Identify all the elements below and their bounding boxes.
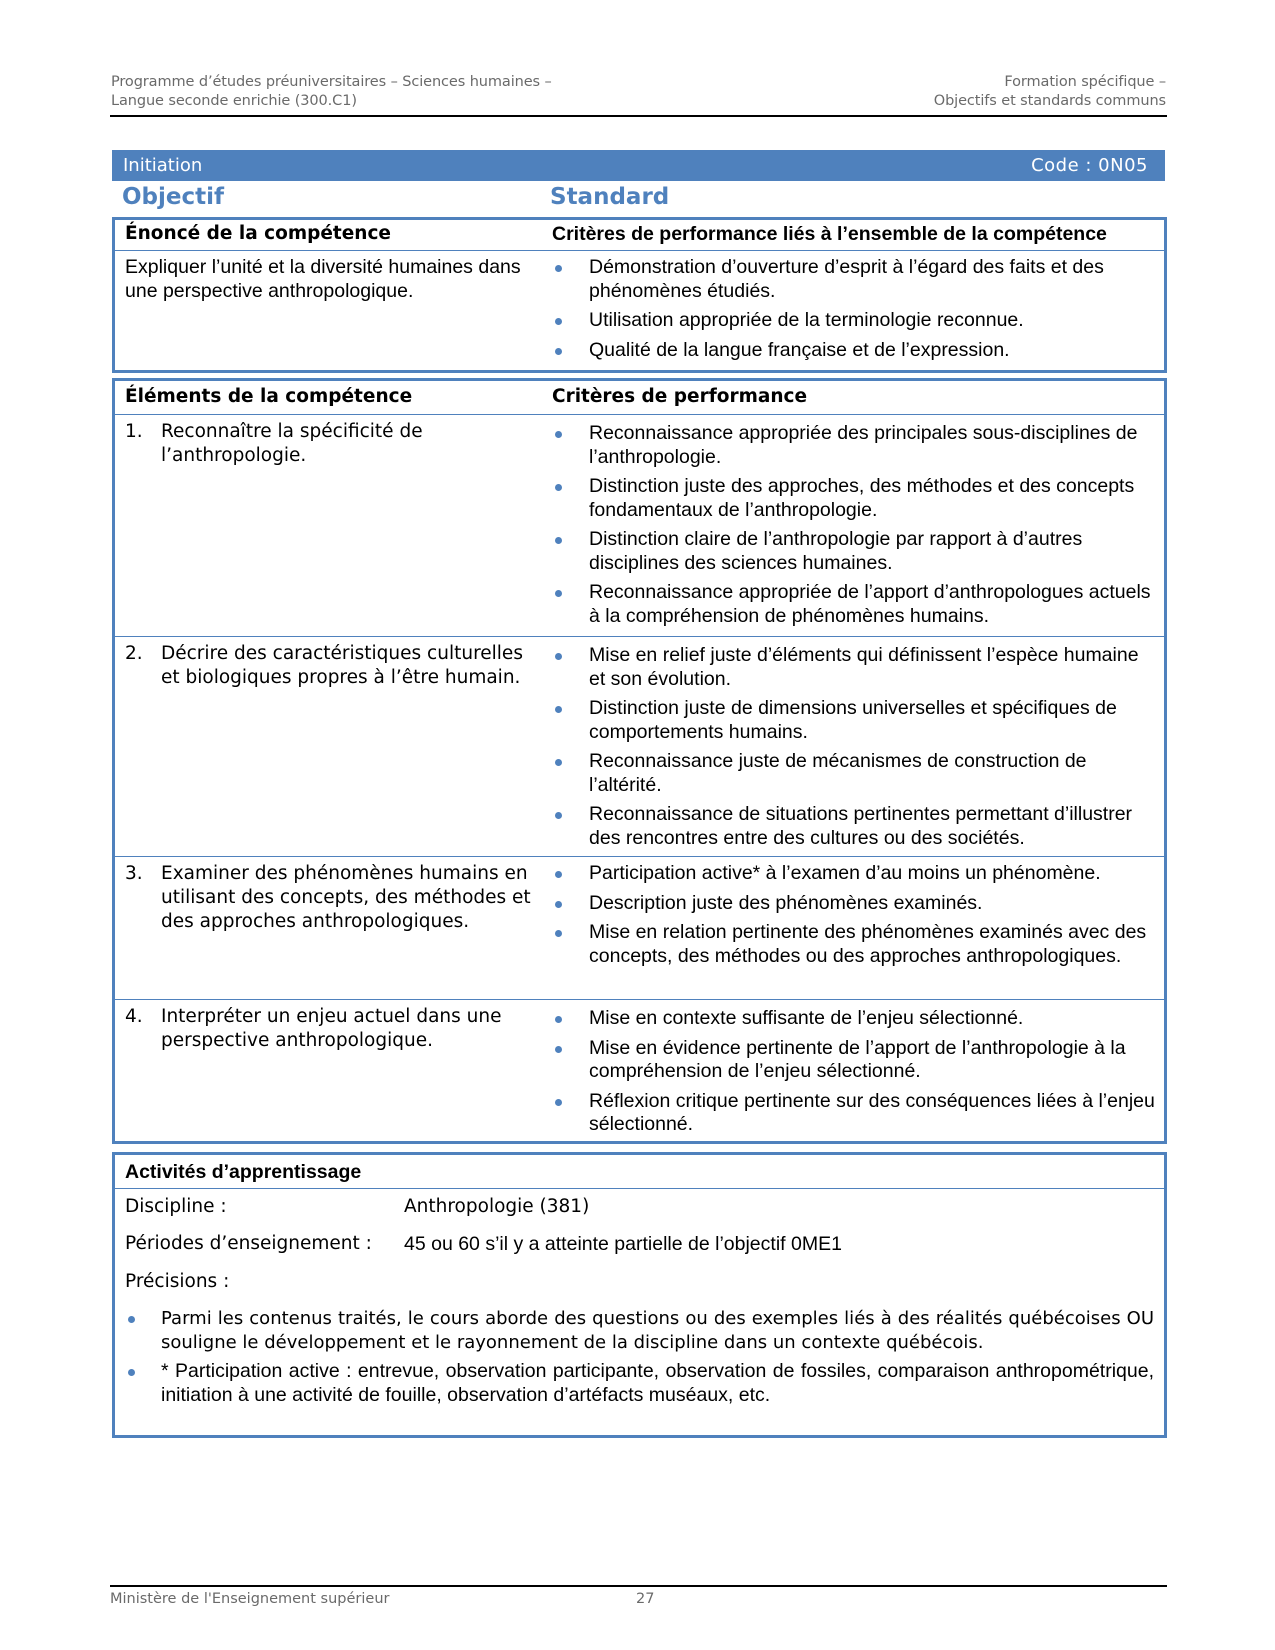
objectif-heading: Objectif — [122, 184, 225, 210]
page-header-right — [934, 73, 1166, 111]
bullet-icon — [555, 706, 562, 713]
bullet-icon — [555, 537, 562, 544]
element-3-criteria — [552, 862, 1156, 974]
element-text: Interpréter un enjeu actuel dans une perspective anthropologique. — [161, 1006, 502, 1051]
bullet-icon — [555, 871, 562, 878]
criteria-item: Réflexion critique pertinente sur des conséquences liées à l’enjeu sélectionné. — [552, 1090, 1156, 1137]
elements-header: Éléments de la compétence — [125, 386, 413, 407]
criteria-item: Mise en relief juste d’éléments qui définissent l’espèce humaine et son évolution. — [552, 644, 1156, 691]
criteria-item: Utilisation appropriée de la terminologie reconnue. — [552, 309, 1156, 333]
course-level: Initiation — [123, 155, 203, 176]
bullet-icon — [555, 812, 562, 819]
criteria-item: Mise en évidence pertinente de l’apport de l’anthropologie à la compréhension de l’enjeu sélectionné. — [552, 1037, 1156, 1084]
competence-criteria-header: Critères de performance liés à l’ensemble de la compétence — [552, 223, 1107, 245]
criteria-item: Reconnaissance appropriée de l’apport d’anthropologues actuels à la compréhension de phénomènes humains. — [552, 581, 1156, 628]
element-1-criteria — [552, 422, 1156, 634]
criteria-item: Qualité de la langue française et de l’expression. — [552, 339, 1156, 363]
course-band — [112, 150, 1165, 181]
bullet-icon — [555, 348, 562, 355]
criteria-item: Distinction juste de dimensions universelles et spécifiques de comportements humains. — [552, 697, 1156, 744]
criteria-item: Reconnaissance de situations pertinentes permettant d’illustrer des rencontres entre des cultures ou des sociétés. — [552, 803, 1156, 850]
precisions-label: Précisions : — [125, 1271, 230, 1292]
element-text: Examiner des phénomènes humains en utilisant des concepts, des méthodes et des approches anthropologiques. — [161, 863, 531, 932]
periods-label: Périodes d’enseignement : — [125, 1233, 372, 1254]
bullet-icon — [555, 653, 562, 660]
criteria-item: Démonstration d’ouverture d’esprit à l’égard des faits et des phénomènes étudiés. — [552, 256, 1156, 303]
competence-statement-header: Énoncé de la compétence — [125, 223, 391, 244]
criteria-item: Description juste des phénomènes examinés. — [552, 892, 1156, 916]
discipline-value: Anthropologie (381) — [404, 1196, 590, 1217]
footer-divider — [110, 1585, 1167, 1587]
bullet-icon — [555, 1099, 562, 1106]
element-text: Reconnaître la spécificité de l’anthropologie. — [161, 421, 423, 466]
element-2-criteria — [552, 644, 1156, 856]
standard-heading: Standard — [550, 184, 670, 210]
bullet-icon — [128, 1369, 135, 1376]
element-4-criteria — [552, 1007, 1156, 1143]
bullet-icon — [555, 590, 562, 597]
precisions-list — [115, 1307, 1154, 1413]
section-title: Formation spécifique – — [1004, 74, 1166, 90]
activities-body — [115, 1188, 1164, 1435]
bullet-icon — [555, 484, 562, 491]
activities-box — [112, 1152, 1167, 1438]
bullet-icon — [128, 1316, 135, 1323]
elements-header-row — [115, 381, 1164, 414]
periods-value: 45 ou 60 s’il y a atteinte partielle de l’objectif 0ME1 — [404, 1233, 842, 1255]
element-row-2 — [115, 636, 1164, 857]
competence-criteria — [552, 256, 1156, 368]
section-subtitle: Objectifs et standards communs — [933, 93, 1166, 109]
competence-statement: Expliquer l’unité et la diversité humaines dans une perspective anthropologique. — [125, 256, 521, 302]
bullet-icon — [555, 901, 562, 908]
element-row-1 — [115, 414, 1164, 637]
criteria-item: Distinction claire de l’anthropologie par rapport à d’autres disciplines des sciences humaines. — [552, 528, 1156, 575]
page-header-left — [111, 73, 552, 111]
elements-box — [112, 378, 1167, 1144]
page-number: 27 — [636, 1591, 655, 1607]
competence-body-row — [115, 250, 1164, 370]
criteria-item: Reconnaissance appropriée des principales sous-disciplines de l’anthropologie. — [552, 422, 1156, 469]
course-code: Code : 0N05 — [1031, 155, 1148, 176]
criteria-item: Distinction juste des approches, des méthodes et des concepts fondamentaux de l’anthropologie. — [552, 475, 1156, 522]
footer-ministry: Ministère de l'Enseignement supérieur — [110, 1591, 390, 1607]
program-title: Programme d’études préuniversitaires – Sciences humaines – — [111, 74, 552, 90]
discipline-label: Discipline : — [125, 1196, 227, 1217]
activities-header: Activités d’apprentissage — [125, 1161, 362, 1183]
element-row-3 — [115, 856, 1164, 1000]
bullet-icon — [555, 759, 562, 766]
bullet-icon — [555, 1016, 562, 1023]
program-subtitle: Langue seconde enrichie (300.C1) — [111, 93, 357, 109]
precision-item: * Participation active : entrevue, observation participante, observation de fossiles, comparaison anthropométrique, initiation à une activité de fouille, observation d’artéfacts muséaux, etc. — [125, 1360, 1154, 1407]
element-number: 1. — [125, 421, 143, 442]
element-number: 2. — [125, 643, 143, 664]
element-number: 3. — [125, 863, 143, 884]
bullet-icon — [555, 1046, 562, 1053]
bullet-icon — [555, 930, 562, 937]
criteria-item: Participation active* à l’examen d’au moins un phénomène. — [552, 862, 1156, 886]
competence-box — [112, 217, 1167, 373]
element-row-4 — [115, 999, 1164, 1141]
performance-header: Critères de performance — [552, 386, 808, 407]
bullet-icon — [555, 431, 562, 438]
bullet-icon — [555, 318, 562, 325]
header-divider — [110, 115, 1167, 117]
bullet-icon — [555, 265, 562, 272]
element-text: Décrire des caractéristiques culturelles et biologiques propres à l’être humain. — [161, 643, 523, 688]
element-number: 4. — [125, 1006, 143, 1027]
competence-header-row — [115, 220, 1164, 250]
precision-item: Parmi les contenus traités, le cours aborde des questions ou des exemples liés à des réalités québécoises OU souligne le développement et le rayonnement de la discipline dans un contexte québécois. — [125, 1307, 1154, 1354]
criteria-item: Mise en relation pertinente des phénomènes examinés avec des concepts, des méthodes ou des approches anthropologiques. — [552, 921, 1156, 968]
criteria-item: Mise en contexte suffisante de l’enjeu sélectionné. — [552, 1007, 1156, 1031]
criteria-item: Reconnaissance juste de mécanismes de construction de l’altérité. — [552, 750, 1156, 797]
activities-header-row — [115, 1155, 1164, 1188]
